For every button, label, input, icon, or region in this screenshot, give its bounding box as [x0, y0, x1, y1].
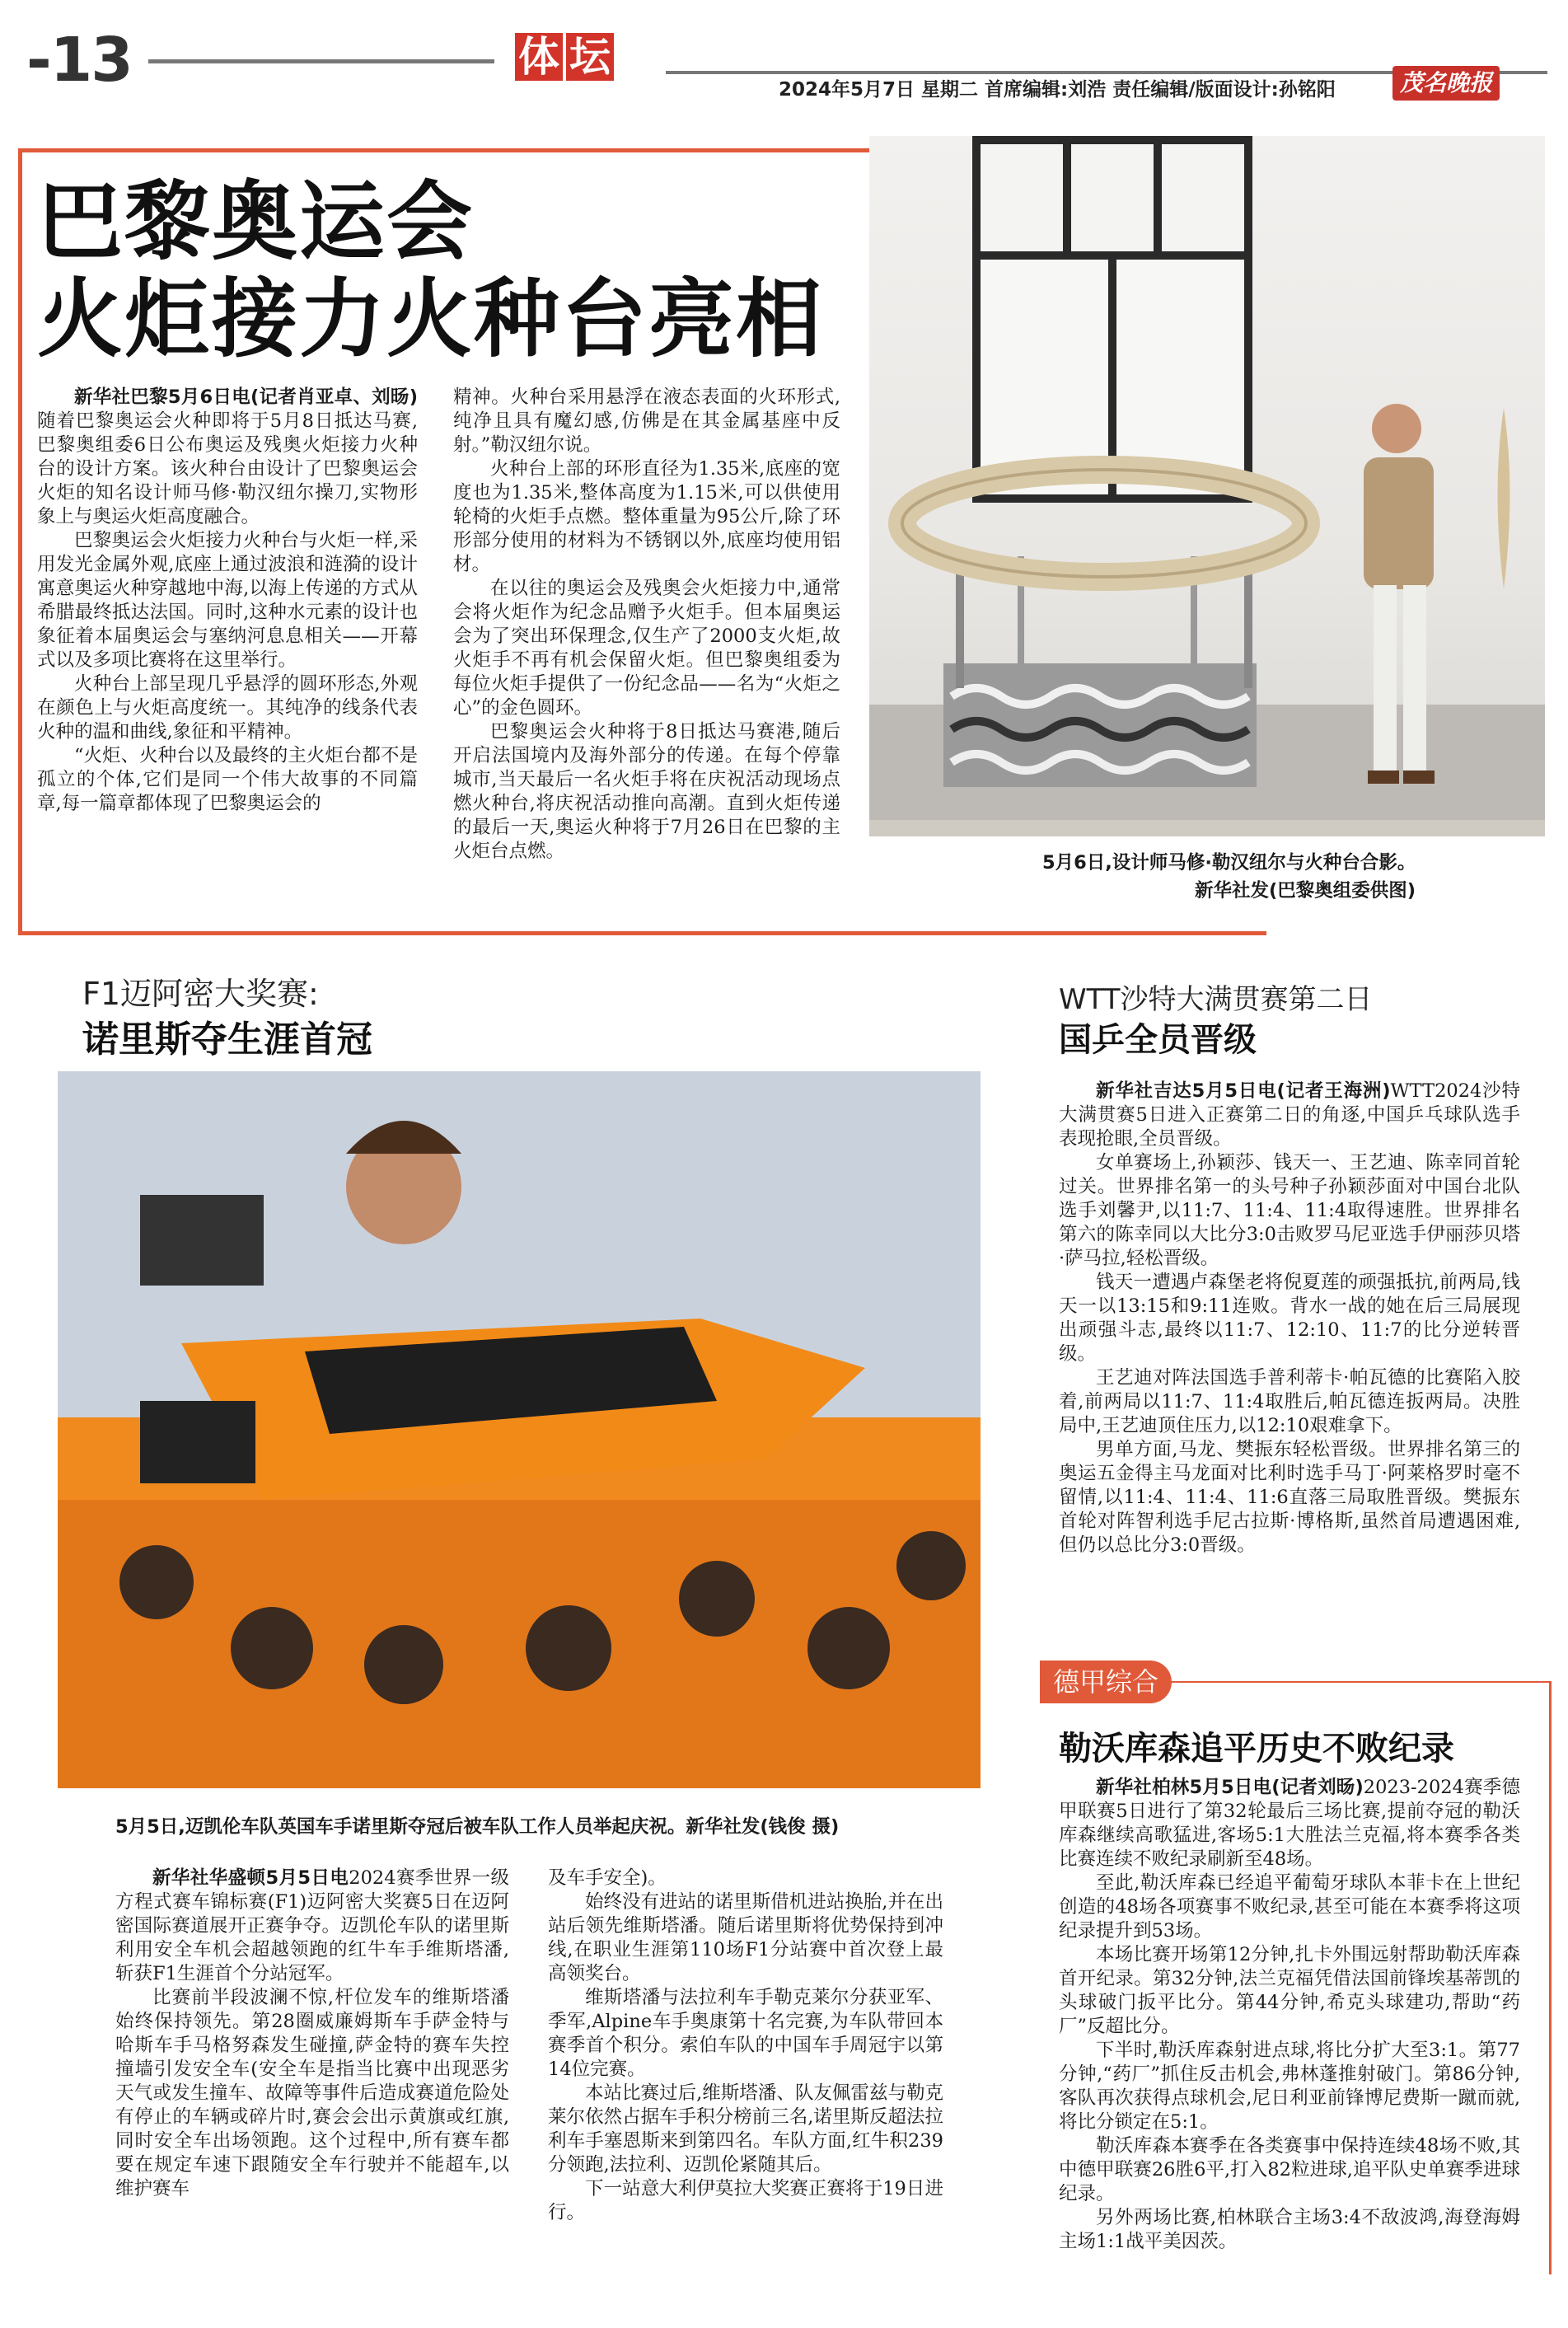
dateline: 新华社吉达5月5日电(记者王海洲)	[1096, 1080, 1391, 1102]
paragraph-text: 精神。火种台采用悬浮在液态表面的火环形式,纯净且具有魔幻感,仿佛是在其金属基座中反射。”勒汉纽尔说。	[453, 386, 840, 456]
section-char-1: 体	[515, 33, 563, 81]
f1-article-col1	[115, 1867, 509, 2201]
paragraph-text: 比赛前半段波澜不惊,杆位发车的维斯塔潘始终保持领先。第28圈威廉姆斯车手萨金特与哈斯车手马格努森发生碰撞,萨金特的赛车失控撞墙引发安全车(安全车是指当比赛中出现恶劣天气或发生撞车、故障等事件后造成赛道危险处有停止的车辆或碎片时,赛会会出示黄旗或红旗,同时安全车出场领跑。这个过程中,所有赛车都要在规定车速下跟随安全车行驶并不能超车,以维护赛车	[115, 1987, 509, 2199]
paragraph-text: 王艺迪对阵法国选手普利蒂卡·帕瓦德的比赛陷入胶着,前两局以11:7、11:4取胜后,帕瓦德连扳两局。决胜局中,王艺迪顶住压力,以12:10艰难拿下。	[1059, 1367, 1520, 1436]
paragraph	[548, 1890, 943, 1986]
paragraph	[1059, 1871, 1520, 1943]
headline-line-2: 火炬接力火种台亮相	[37, 269, 824, 369]
torch-caption-line1: 5月6日,设计师马修·勒汉纽尔与火种台合影。	[1042, 852, 1416, 874]
paragraph-text: 下半时,勒沃库森射进点球,将比分扩大至3:1。第77分钟,“药厂”抓住反击机会,弗林蓬推射破门。第86分钟,客队再次获得点球机会,尼日利亚前锋博尼费斯一蹴而就,将比分锁定在5:1。	[1059, 2040, 1520, 2133]
page-number: -13	[26, 25, 132, 96]
f1-title: 诺里斯夺生涯首冠	[82, 1019, 372, 1061]
section-char-2: 坛	[566, 33, 614, 81]
paragraph	[453, 577, 840, 720]
f1-photo-caption: 5月5日,迈凯伦车队英国车手诺里斯夺冠后被车队工作人员举起庆祝。新华社发(钱俊 摄)	[115, 1816, 840, 1838]
f1-article-col2	[548, 1867, 943, 2225]
section-tag: 德甲综合	[1040, 1661, 1172, 1703]
paragraph	[1059, 2039, 1520, 2134]
paragraph	[548, 2177, 943, 2225]
paragraph-text: 女单赛场上,孙颖莎、钱天一、王艺迪、陈幸同首轮过关。世界排名第一的头号种子孙颖莎面对中国台北队选手刘馨尹,以11:7、11:4、11:4取得速胜。世界排名第六的陈幸同以大比分3:0击败罗马尼亚选手伊丽莎贝塔·萨马拉,轻松晋级。	[1059, 1152, 1520, 1269]
dateline: 新华社柏林5月5日电(记者刘旸)	[1096, 1777, 1364, 1798]
paragraph	[453, 720, 840, 864]
norris-celebration-photo	[58, 1071, 981, 1788]
paragraph-text: 本场比赛开场第12分钟,扎卡外围远射帮助勒沃库森首开纪录。第32分钟,法兰克福凭借法国前锋埃基蒂凯的头球破门扳平比分。第44分钟,希克头球建功,帮助“药厂”反超比分。	[1059, 1944, 1520, 2037]
paragraph-text: 巴黎奥运会火炬接力火种台与火炬一样,采用发光金属外观,底座上通过波浪和涟漪的设计寓意奥运火种穿越地中海,以海上传递的方式从希腊最终抵达法国。同时,这种水元素的设计也象征着本届奥运会与塞纳河息息相关——开幕式以及多项比赛将在这里举行。	[37, 530, 418, 671]
bundesliga-article-body	[1059, 1776, 1520, 2254]
paragraph	[37, 672, 418, 744]
paragraph	[115, 1986, 509, 2201]
paragraph-text: 至此,勒沃库森已经追平葡萄牙球队本菲卡在上世纪创造的48场各项赛事不败纪录,甚至可能在本赛季将这项纪录提升到53场。	[1059, 1872, 1520, 1942]
paragraph-text: 在以往的奥运会及残奥会火炬接力中,通常会将火炬作为纪念品赠予火炬手。但本届奥运会为了突出环保理念,仅生产了2000支火炬,故火炬手不再有机会保留火炬。但巴黎奥组委为每位火炬手提供了一份纪念品——名为“火炬之心”的金色圆环。	[453, 578, 840, 719]
f1-kicker: F1迈阿密大奖赛:	[82, 976, 319, 1012]
paragraph-text: 火种台上部的环形直径为1.35米,底座的宽度也为1.35米,整体高度为1.15米,可以供使用轮椅的火炬手点燃。整体重量为95公斤,除了环形部分使用的材料为不锈钢以外,底座均使用铝材。	[453, 458, 840, 575]
paragraph	[1059, 1271, 1520, 1366]
paragraph-text: 下一站意大利伊莫拉大奖赛正赛将于19日进行。	[548, 2178, 943, 2223]
paragraph-text: 火种台上部呈现几乎悬浮的圆环形态,外观在颜色上与火炬高度统一。其纯净的线条代表火种的温和曲线,象征和平精神。	[37, 673, 418, 742]
paragraph	[548, 1986, 943, 2082]
bundesliga-title: 勒沃库森追平历史不败纪录	[1059, 1730, 1454, 1768]
paragraph	[1059, 1438, 1520, 1557]
paragraph-text: 始终没有进站的诺里斯借机进站换胎,并在出站后领先维斯塔潘。随后诺里斯将优势保持到冲线,在职业生涯第110场F1分站赛中首次登上最高领奖台。	[548, 1891, 943, 1984]
paragraph	[1059, 1151, 1520, 1271]
paragraph-text: 巴黎奥运会火种将于8日抵达马赛港,随后开启法国境内及海外部分的传递。在每个停靠城市,当天最后一名火炬手将在庆祝活动现场点燃火种台,将庆祝活动推向高潮。直到火炬传递的最后一天,奥运火种将于7月26日在巴黎的主火炬台点燃。	[453, 721, 840, 862]
paragraph-text: 男单方面,马龙、樊振东轻松晋级。世界排名第三的奥运五金得主马龙面对比利时选手马丁·阿莱格罗时毫不留情,以11:4、11:4、11:6直落三局取胜晋级。樊振东首轮对阵智利选手尼古拉斯·博格斯,虽然首局遭遇困难,但仍以总比分3:0晋级。	[1059, 1439, 1520, 1556]
paragraph-text: 及车手安全)。	[548, 1867, 667, 1889]
dateline: 新华社巴黎5月6日电(记者肖亚卓、刘旸)	[74, 386, 418, 408]
top-headline	[37, 173, 823, 368]
paragraph	[548, 2082, 943, 2177]
top-article-rule	[18, 931, 1266, 935]
paragraph	[548, 1867, 943, 1890]
paragraph-text: 本站比赛过后,维斯塔潘、队友佩雷兹与勒克莱尔依然占据车手积分榜前三名,诺里斯反超法拉利车手塞恩斯来到第四名。车队方面,红牛积239分领跑,法拉利、迈凯伦紧随其后。	[548, 2082, 943, 2176]
paragraph	[37, 744, 418, 816]
paragraph	[37, 386, 418, 529]
top-article-col2	[453, 386, 840, 864]
paragraph	[453, 386, 840, 457]
paragraph	[37, 529, 418, 672]
paragraph-text: 另外两场比赛,柏林联合主场3:4不敌波鸿,海登海姆主场1:1战平美因茨。	[1059, 2207, 1520, 2252]
bundesliga-frame-side	[1549, 1681, 1552, 2274]
paragraph-text: 2023-2024赛季德甲联赛5日进行了第32轮最后三场比赛,提前夺冠的勒沃库森继续高歌猛进,客场5:1大胜法兰克福,将本赛季各类比赛连续不败纪录刷新至48场。	[1059, 1777, 1521, 1870]
paragraph-text: 2024赛季世界一级方程式赛车锦标赛(F1)迈阿密大奖赛5日在迈阿密国际赛道展开正赛争夺。迈凯伦车队的诺里斯利用安全车机会超越领跑的红牛车手维斯塔潘,斩获F1生涯首个分站冠军。	[115, 1867, 510, 1984]
paragraph	[1059, 2134, 1520, 2206]
paragraph-text: 随着巴黎奥运会火种即将于5月8日抵达马赛,巴黎奥组委6日公布奥运及残奥火炬接力火种台的设计方案。该火种台由设计了巴黎奥运会火炬的知名设计师马修·勒汉纽尔操刀,实物形象上与奥运火炬高度融合。	[37, 410, 418, 527]
paragraph	[1059, 1366, 1520, 1438]
torch-photo-caption	[1042, 849, 1537, 905]
torch-stand-photo	[869, 136, 1545, 836]
top-article-col1	[37, 386, 418, 816]
torch-caption-line2: 新华社发(巴黎奥组委供图)	[1195, 880, 1416, 902]
section-title	[515, 33, 614, 81]
paragraph	[1059, 1943, 1520, 2039]
paragraph-text: 钱天一遭遇卢森堡老将倪夏莲的顽强抵抗,前两局,钱天一以13:15和9:11连败。背水一战的她在后三局展现出顽强斗志,最终以11:7、12:10、11:7的比分逆转晋级。	[1059, 1272, 1520, 1365]
paragraph	[115, 1867, 509, 1986]
newspaper-logo: 茂名晚报	[1392, 66, 1500, 101]
header-rule	[148, 59, 494, 63]
paragraph-text: WTT2024沙特大满贯赛5日进入正赛第二日的角逐,中国乒乓球队选手表现抢眼,全员晋级。	[1059, 1080, 1520, 1150]
paragraph-text: 维斯塔潘与法拉利车手勒克莱尔分获亚军、季军,Alpine车手奥康第十名完赛,为车队带回本赛季首个积分。索伯车队的中国车手周冠宇以第14位完赛。	[548, 1987, 943, 2080]
torch-stand-illustration	[869, 136, 1545, 836]
paragraph-text: “火炬、火种台以及最终的主火炬台都不是孤立的个体,它们是同一个伟大故事的不同篇章,每一篇章都体现了巴黎奥运会的	[37, 745, 418, 814]
header-info: 2024年5月7日 星期二 首席编辑:刘浩 责任编辑/版面设计:孙铭阳	[779, 79, 1336, 101]
headline-line-1: 巴黎奥运会	[37, 171, 475, 272]
wtt-title: 国乒全员晋级	[1059, 1021, 1257, 1059]
paragraph-text: 勒沃库森本赛季在各类赛事中保持连续48场不败,其中德甲联赛26胜6平,打入82粒进球,追平队史单赛季进球纪录。	[1059, 2135, 1520, 2204]
paragraph	[1059, 2206, 1520, 2254]
paragraph	[1059, 1776, 1520, 1871]
wtt-article-body	[1059, 1080, 1520, 1557]
wtt-kicker: WTT沙特大满贯赛第二日	[1059, 983, 1373, 1016]
celebration-illustration	[58, 1071, 981, 1788]
paragraph	[1059, 1080, 1520, 1151]
dateline: 新华社华盛顿5月5日电	[152, 1867, 349, 1889]
paragraph	[453, 457, 840, 577]
